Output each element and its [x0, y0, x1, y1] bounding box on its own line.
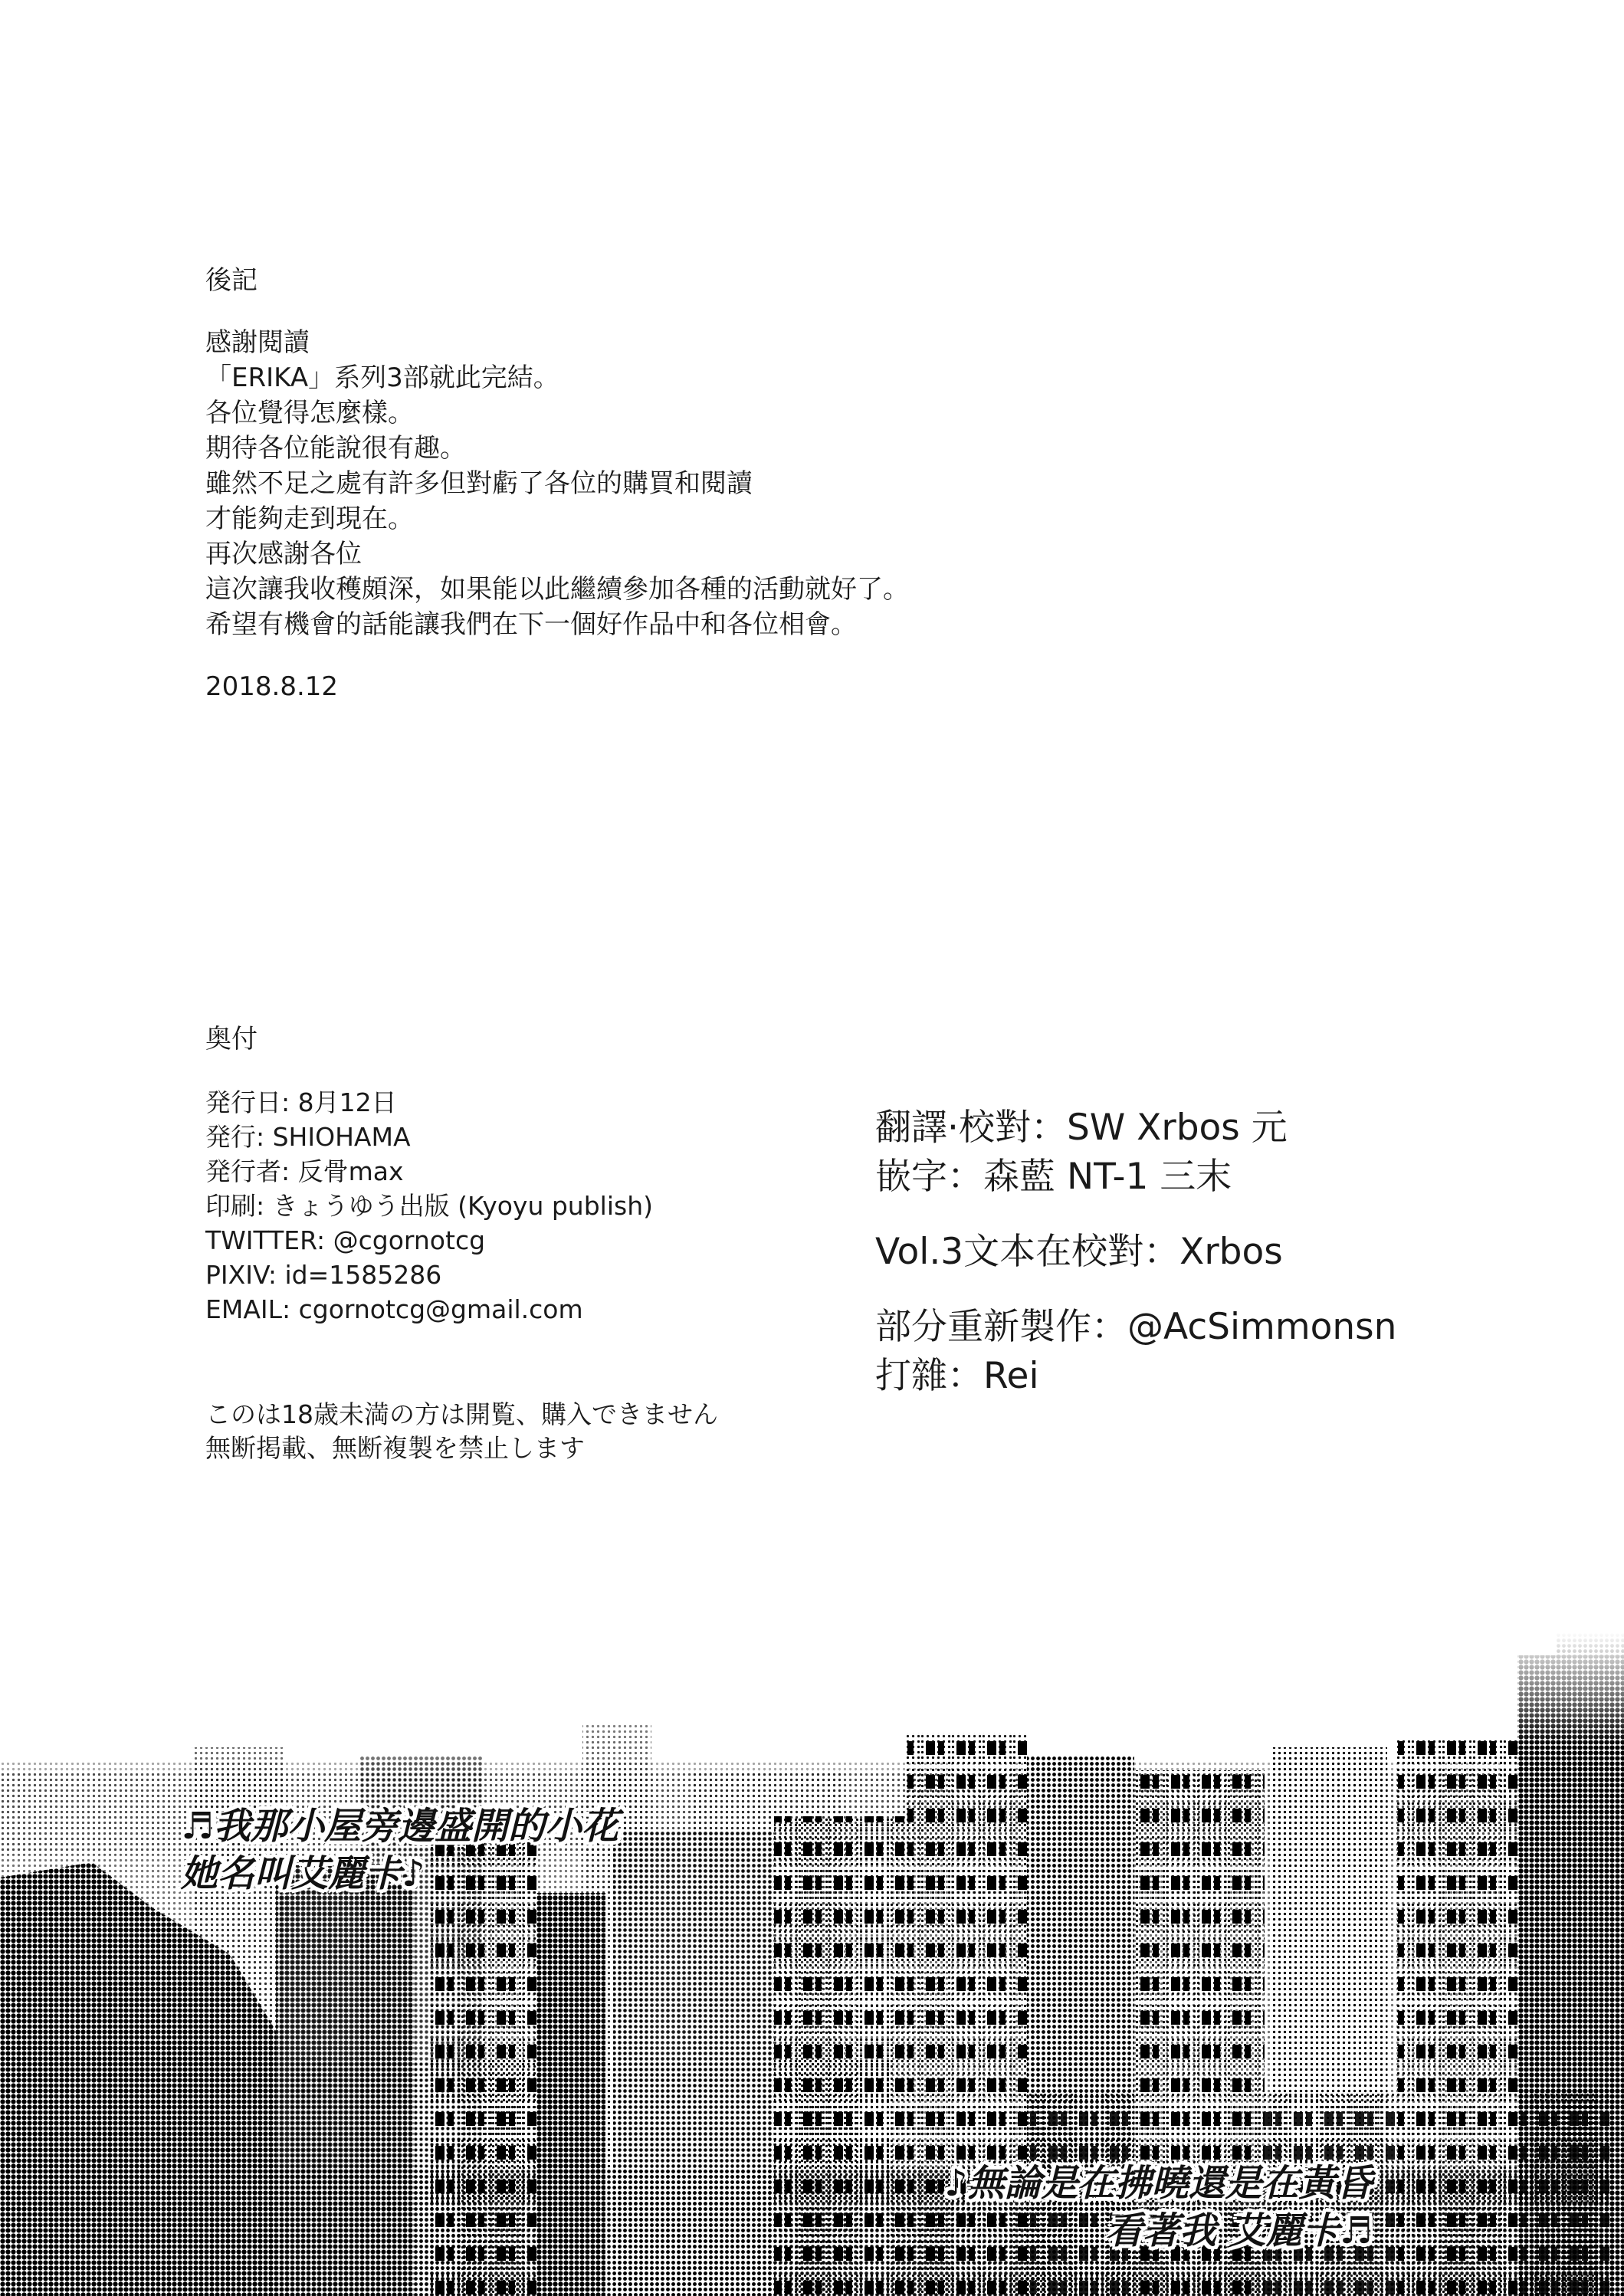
credit-vol3: Vol.3文本在校對：Xrbos	[875, 1231, 1283, 1273]
twitter-handle: TWITTER: @cgornotcg	[205, 1225, 486, 1255]
credit-remake: 部分重新製作：@AcSimmonsn	[875, 1306, 1397, 1348]
afterword-line: 感謝閱讀	[205, 327, 310, 358]
pixiv-id: PIXIV: id=1585286	[205, 1260, 442, 1290]
publisher: 発行: SHIOHAMA	[205, 1122, 411, 1152]
afterword-body	[205, 325, 909, 642]
author: 発行者: 反骨max	[205, 1156, 404, 1186]
lyric-line: 看著我 艾麗卡♬	[1105, 2209, 1373, 2252]
credit-translation: 翻譯·校對：SW Xrbos 元	[875, 1107, 1288, 1149]
translation-credits	[875, 1104, 1396, 1401]
lyric-line: ♬我那小屋旁邊盛開的小花	[181, 1805, 619, 1848]
afterword-line: 才能夠走到現在。	[205, 503, 414, 534]
afterword-line: 雖然不足之處有許多但對虧了各位的購買和閱讀	[205, 468, 753, 499]
credit-misc: 打雜：Rei	[875, 1355, 1039, 1397]
colophon-details	[205, 1085, 653, 1327]
afterword-title: 後記	[205, 265, 258, 296]
afterword-line: 「ERIKA」系列3部就此完結。	[205, 362, 559, 393]
email-address: EMAIL: cgornotcg@gmail.com	[205, 1294, 583, 1324]
age-notice	[205, 1398, 718, 1465]
afterword-line: 期待各位能說很有趣。	[205, 433, 466, 464]
publish-date: 発行日: 8月12日	[205, 1087, 397, 1117]
afterword-line: 希望有機會的話能讓我們在下一個好作品中和各位相會。	[205, 609, 857, 640]
afterword-line: 各位覺得怎麼樣。	[205, 398, 414, 428]
afterword-line: 這次讓我收穫頗深，如果能以此繼續參加各種的活動就好了。	[205, 574, 909, 605]
afterword-date: 2018.8.12	[205, 671, 339, 702]
printer: 印刷: きょうゆう出版 (Kyoyu publish)	[205, 1191, 653, 1221]
afterword-line: 再次感謝各位	[205, 539, 362, 569]
lyric-caption-right	[944, 2160, 1373, 2255]
lyric-line: 她名叫艾麗卡♪	[181, 1852, 425, 1895]
notice-line: 無断掲載、無断複製を禁止します	[205, 1433, 585, 1463]
lyric-caption-left	[181, 1802, 618, 1897]
lyric-line: ♪無論是在拂曉還是在黃昏	[944, 2162, 1373, 2205]
credit-typesetting: 嵌字：森藍 NT-1 三末	[875, 1156, 1232, 1198]
colophon-title: 奥付	[205, 1024, 258, 1055]
halftone-cityscape-illustration	[0, 1632, 1624, 2296]
notice-line: このは18歳未満の方は開覧、購入できません	[205, 1399, 718, 1429]
